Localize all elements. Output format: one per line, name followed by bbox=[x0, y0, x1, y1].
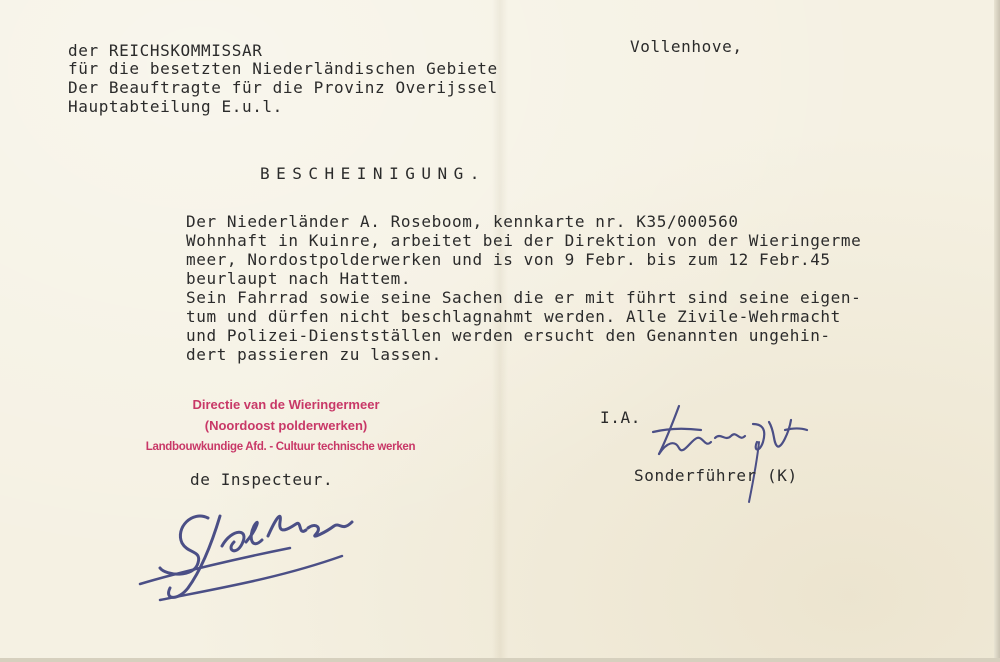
body-line-5: Sein Fahrrad sowie seine Sachen die er mit führt sind seine eigen- bbox=[186, 288, 862, 307]
stamp-line-1: Directie van de Wieringermeer bbox=[192, 397, 380, 412]
left-signatory-role: de Inspecteur. bbox=[190, 470, 334, 489]
body-line-4: beurlaupt nach Hattem. bbox=[186, 269, 412, 288]
handwritten-signature-left bbox=[130, 488, 380, 613]
stamp-line-3: Landbouwkundige Afd. - Cultuur technische werken bbox=[145, 441, 416, 453]
paper-edge-bottom bbox=[0, 658, 1000, 662]
body-line-7: und Polizei-Dienstställen werden ersucht den Genannten ungehin- bbox=[186, 326, 831, 345]
body-line-1: Der Niederländer A. Roseboom, kennkarte nr. K35/000560 bbox=[186, 212, 739, 231]
right-signature-prefix: I.A. bbox=[600, 408, 641, 427]
body-line-2: Wohnhaft in Kuinre, arbeitet bei der Direktion von der Wieringerme bbox=[186, 231, 862, 250]
stamp-line-2: (Noordoost polderwerken) bbox=[204, 418, 368, 433]
letterhead-line-4: Hauptabteilung E.u.l. bbox=[68, 97, 283, 116]
letterhead-line-2: für die besetzten Niederländischen Gebiete bbox=[68, 59, 498, 78]
body-line-6: tum und dürfen nicht beschlagnahmt werden. Alle Zivile-Wehrmacht bbox=[186, 307, 841, 326]
body-line-3: meer, Nordostpolderwerken und is von 9 Febr. bis zum 12 Febr.45 bbox=[186, 250, 831, 269]
paper-edge-right bbox=[994, 0, 1000, 662]
place-line: Vollenhove, bbox=[630, 37, 743, 56]
letterhead-line-3: Der Beauftragte für die Provinz Overijssel bbox=[68, 78, 498, 97]
right-signatory-role: Sonderführer (K) bbox=[634, 466, 798, 485]
handwritten-signature-right bbox=[645, 402, 820, 507]
document-title: BESCHEINIGUNG. bbox=[260, 164, 486, 183]
letterhead-line-1: der REICHSKOMMISSAR bbox=[68, 41, 263, 60]
body-line-8: dert passieren zu lassen. bbox=[186, 345, 442, 364]
